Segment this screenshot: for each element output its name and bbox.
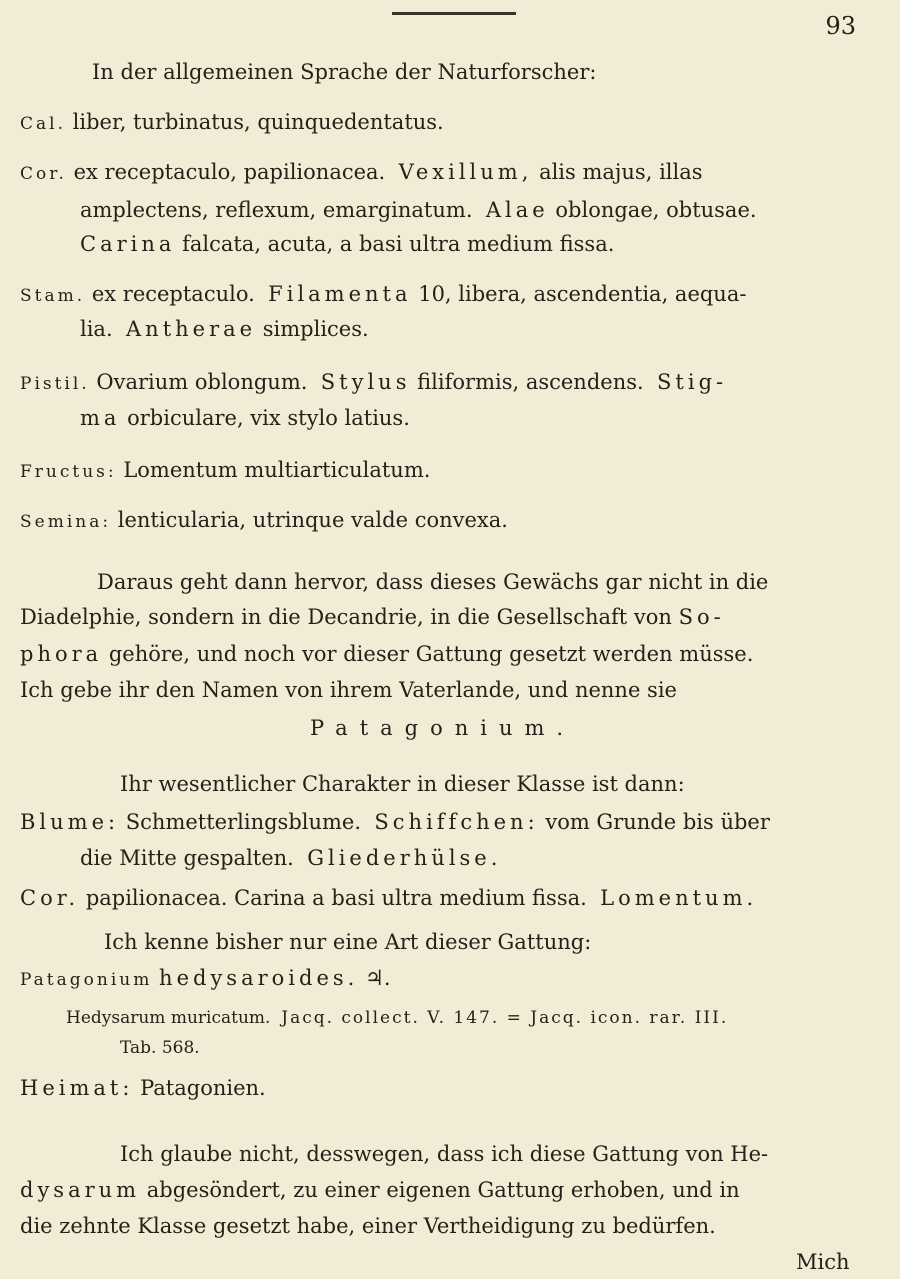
catchword: Mich	[796, 1250, 850, 1274]
para3-line-2: dysarum abgesöndert, zu einer eigenen Gattung erhoben, und in	[20, 1178, 740, 1202]
cor-line-3: Carina falcata, acuta, a basi ultra medium fissa.	[80, 232, 615, 256]
para1-line-4: Ich gebe ihr den Namen von ihrem Vaterlande, und nenne sie	[20, 678, 677, 702]
para2-line-2: Blume: Schmetterlingsblume. Schiffchen: vom Grunde bis über	[20, 810, 770, 834]
cal-line: Cal. liber, turbinatus, quinquedentatus.	[20, 110, 444, 134]
heimat-line: Heimat: Patagonien.	[20, 1076, 266, 1100]
stam-line-1: Stam. ex receptaculo. Filamenta 10, libera, ascendentia, aequa-	[20, 282, 747, 306]
para2-line-4: Cor. papilionacea. Carina a basi ultra medium fissa. Lomentum.	[20, 886, 758, 910]
fructus-line: Fructus: Lomentum multiarticulatum.	[20, 458, 431, 482]
para1-line-2: Diadelphie, sondern in die Decandrie, in die Gesellschaft von So-	[20, 605, 725, 629]
synonym-line-2: Tab. 568.	[120, 1038, 200, 1058]
cor-line-1: Cor. ex receptaculo, papilionacea. Vexillum, alis majus, illas	[20, 160, 703, 184]
pistil-line-2: ma orbiculare, vix stylo latius.	[80, 406, 410, 430]
fructus-label: Fructus:	[20, 462, 117, 482]
cor-label: Cor.	[20, 164, 67, 184]
header-rule	[392, 12, 516, 15]
perennial-symbol: ♃.	[365, 966, 391, 990]
synonym-line-1: Hedysarum muricatum. Jacq. collect. V. 147. = Jacq. icon. rar. III.	[66, 1008, 729, 1028]
stam-line-2: lia. Antherae simplices.	[80, 317, 369, 341]
species-intro: Ich kenne bisher nur eine Art dieser Gattung:	[104, 930, 592, 954]
cal-label: Cal.	[20, 114, 66, 134]
pistil-label: Pistil.	[20, 374, 90, 394]
semina-line: Semina: lenticularia, utrinque valde convexa.	[20, 508, 508, 532]
para3-line-3: die zehnte Klasse gesetzt habe, einer Vertheidigung zu bedürfen.	[20, 1214, 716, 1238]
para1-line-1: Daraus geht dann hervor, dass dieses Gewächs gar nicht in die	[97, 570, 769, 594]
pistil-line-1: Pistil. Ovarium oblongum. Stylus filiformis, ascendens. Stig-	[20, 370, 728, 394]
page-number: 93	[825, 12, 856, 40]
genus-name: Patagonium.	[310, 716, 576, 740]
intro-line: In der allgemeinen Sprache der Naturforscher:	[92, 60, 597, 84]
para3-line-1: Ich glaube nicht, desswegen, dass ich diese Gattung von He-	[120, 1142, 769, 1166]
stam-label: Stam.	[20, 286, 86, 306]
para2-line-1: Ihr wesentlicher Charakter in dieser Klasse ist dann:	[120, 772, 685, 796]
para1-line-3: phora gehöre, und noch vor dieser Gattung gesetzt werden müsse.	[20, 642, 754, 666]
species-line: Patagonium hedysaroides. ♃.	[20, 966, 391, 990]
semina-label: Semina:	[20, 512, 112, 532]
para2-line-3: die Mitte gespalten. Gliederhülse.	[80, 846, 502, 870]
cor-line-2: amplectens, reflexum, emarginatum. Alae oblongae, obtusae.	[80, 198, 757, 222]
